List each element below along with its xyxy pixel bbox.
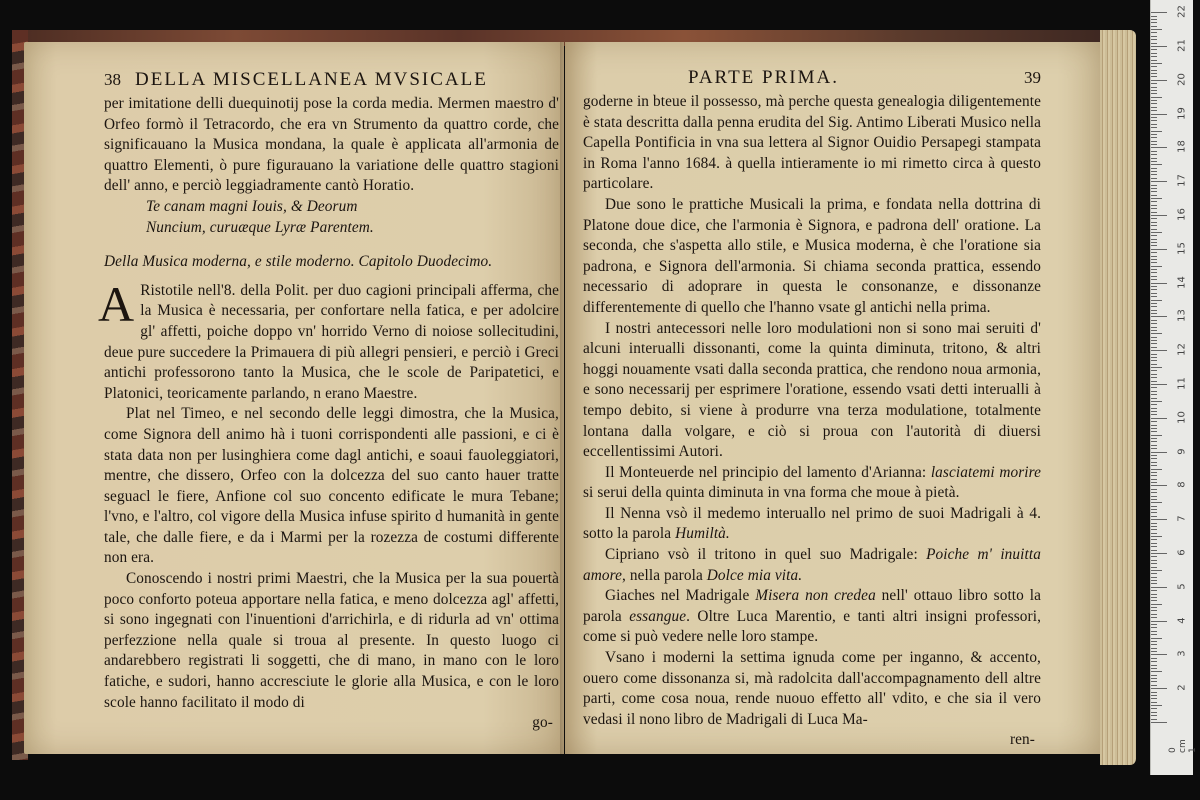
- ruler-tick: [1151, 512, 1157, 513]
- ruler-tick: [1151, 137, 1157, 138]
- ruler-tick: [1151, 103, 1157, 104]
- left-page-number: 38: [104, 70, 121, 89]
- ruler-mark-14: 14: [1176, 275, 1188, 289]
- left-paragraph-3: Plat nel Timeo, e nel secondo delle leggi dimostra, che la Musica, come Signora dell animo hà i tuoni corrispondenti alle passioni, e ci è stata data non per lusinghiera come dagl antichi, e soaui fauoleggiatori, mentre, che dissero, Orfeo con la dolcezza del suo canto hauer tratte seguacl le fiere, Anfione col suo concento edificate le mura Tebane; l'vno, e l'altro, col vigore della Musica infuse spirito d humanità in gente tale, che dalle fiere, e da i Marmi per la rozezza de costumi differente non era.: [104, 405, 559, 567]
- ruler-tick: [1151, 158, 1157, 159]
- ruler-tick: [1151, 394, 1157, 395]
- ruler-tick: [1151, 70, 1157, 71]
- ruler-tick: [1151, 381, 1157, 382]
- right-paragraph-2: Due sono le prattiche Musicali la prima, e fondata nella dottrina di Platone doue dice, che l'armonia è Signora, e padrona dell' oratione. La seconda, che s'aspetta allo stile, e Musica moderna, è che l'oratione sia padrona, e Signora dell'armonia. Si chiama seconda prattica, essendo necessario di adoprare in questa le consonanze, e dissonanze differentemente di quello che l'hanno vsate gl antichi nella prima.: [583, 195, 1041, 316]
- ruler-tick: [1151, 438, 1157, 439]
- ruler-tick: [1151, 181, 1167, 182]
- ruler-tick: [1151, 404, 1157, 405]
- ruler-tick: [1151, 502, 1162, 503]
- left-paragraph-2: [98, 275, 559, 405]
- ruler-mark-5: 5: [1176, 583, 1188, 590]
- ruler-mark-20: 20: [1176, 72, 1188, 86]
- ruler-tick: [1151, 577, 1157, 578]
- ruler-tick: [1151, 350, 1167, 351]
- ruler-tick: [1151, 195, 1157, 196]
- ruler-tick: [1151, 627, 1157, 628]
- ruler-tick: [1151, 212, 1157, 213]
- ruler-tick: [1151, 87, 1157, 88]
- ruler-tick: [1151, 262, 1157, 263]
- ruler-tick: [1151, 719, 1157, 720]
- ruler-tick: [1151, 553, 1167, 554]
- right-page: [565, 42, 1100, 754]
- ruler-tick: [1151, 722, 1167, 723]
- ruler-mark-18: 18: [1176, 140, 1188, 154]
- ruler-tick: [1151, 32, 1157, 33]
- ruler-tick: [1151, 147, 1167, 148]
- horace-verse-line-1: Te canam magni Iouis, & Deorum: [146, 197, 358, 215]
- ruler-tick: [1151, 327, 1157, 328]
- ruler-tick: [1151, 556, 1157, 557]
- ruler-tick: [1151, 610, 1157, 611]
- left-paragraph-1: per imitatione delli duequinotij pose la corda media. Mermen maestro d' Orfeo formò il Tetracordo, che era vn Strumento da quattro corde, che significauano la Musica mondana, la quale è applicata all'armonia de quattro Elementi, ò pure figurauano la variatione delle quattro stagioni dell' anno, e perciò leggiadramente cantò Horatio.: [104, 95, 559, 195]
- monteverde-quote: lasciatemi morire: [930, 463, 1041, 481]
- ruler-tick: [1151, 648, 1157, 649]
- ruler-tick: [1151, 607, 1157, 608]
- ruler-tick: [1151, 546, 1157, 547]
- ruler-tick: [1151, 509, 1157, 510]
- ruler-mark-22: 22: [1176, 5, 1188, 19]
- ruler-tick: [1151, 445, 1157, 446]
- ruler-tick: [1151, 441, 1157, 442]
- ruler-tick: [1151, 66, 1157, 67]
- ruler-tick: [1151, 414, 1157, 415]
- ruler-tick: [1151, 272, 1157, 273]
- ruler-mark-2: 2: [1176, 684, 1188, 691]
- left-running-head: [104, 70, 559, 94]
- ruler-tick: [1151, 563, 1157, 564]
- giaches-text: Giaches nel Madrigale: [605, 587, 756, 605]
- ruler-tick: [1151, 174, 1157, 175]
- ruler-tick: [1151, 205, 1157, 206]
- ruler-tick: [1151, 516, 1157, 517]
- ruler-tick: [1151, 161, 1157, 162]
- ruler-tick: [1151, 313, 1157, 314]
- ruler-tick: [1151, 303, 1157, 304]
- ruler-tick: [1151, 266, 1162, 267]
- ruler-tick: [1151, 83, 1157, 84]
- ruler-tick: [1151, 594, 1157, 595]
- ruler-tick: [1151, 536, 1162, 537]
- ruler-tick: [1151, 600, 1157, 601]
- ruler-tick: [1151, 306, 1157, 307]
- ruler-tick: [1151, 458, 1157, 459]
- giaches-paragraph: [583, 586, 1041, 648]
- ruler-tick: [1151, 188, 1157, 189]
- ruler-tick: [1151, 370, 1157, 371]
- cipriano-paragraph: [583, 545, 1041, 586]
- ruler-tick: [1151, 364, 1157, 365]
- right-catchword: ren-: [1009, 731, 1035, 749]
- ruler-tick: [1151, 93, 1157, 94]
- ruler-tick: [1151, 702, 1157, 703]
- giaches-text-end: . Oltre Luca Marentio, e tanti altri insigni professori, come si può vedere nelle loro stampe.: [583, 607, 1042, 646]
- left-catchword: go-: [532, 714, 553, 732]
- ruler-tick: [1151, 354, 1157, 355]
- ruler-tick: [1151, 283, 1167, 284]
- ruler-tick: [1151, 164, 1162, 165]
- ruler-tick: [1151, 26, 1157, 27]
- ruler-tick: [1151, 638, 1162, 639]
- ruler-tick: [1151, 60, 1157, 61]
- ruler-tick: [1151, 110, 1157, 111]
- ruler-mark-9: 9: [1176, 447, 1188, 455]
- ruler-tick: [1151, 117, 1157, 118]
- ruler-tick: [1151, 259, 1157, 260]
- ruler-tick: [1151, 398, 1157, 399]
- horace-verse-line-2: Nuncium, curuæque Lyræ Parentem.: [146, 218, 374, 236]
- ruler-tick: [1151, 604, 1162, 605]
- ruler-tick: [1151, 56, 1157, 57]
- ruler-tick: [1151, 100, 1157, 101]
- cipriano-madrigal-title: Poiche m' inuitta amore: [583, 546, 1041, 584]
- drop-cap-letter: A: [98, 275, 135, 332]
- ruler-tick: [1151, 401, 1162, 402]
- ruler-tick: [1151, 191, 1157, 192]
- ruler-tick: [1151, 293, 1157, 294]
- ruler-tick: [1151, 526, 1157, 527]
- ruler-tick: [1151, 631, 1157, 632]
- ruler-tick: [1151, 482, 1157, 483]
- nenna-quote: Humiltà.: [675, 525, 730, 543]
- ruler-mark-11: 11: [1176, 377, 1188, 390]
- ruler-tick: [1151, 431, 1157, 432]
- ruler-tick: [1151, 320, 1157, 321]
- ruler-tick: [1151, 276, 1157, 277]
- ruler-tick: [1151, 229, 1157, 230]
- ruler-tick: [1151, 523, 1157, 524]
- open-book: [12, 30, 1137, 765]
- ruler-tick: [1151, 154, 1157, 155]
- ruler-tick: [1151, 654, 1167, 655]
- ruler-tick: [1151, 222, 1157, 223]
- ruler-tick: [1151, 124, 1157, 125]
- chapter-title: Della Musica moderna, e stile moderno. Capitolo Duodecimo.: [104, 253, 493, 271]
- ruler-tick: [1151, 475, 1157, 476]
- ruler-tick: [1151, 489, 1157, 490]
- ruler-tick: [1151, 391, 1157, 392]
- ruler-mark-12: 12: [1176, 343, 1188, 357]
- ruler-tick: [1151, 634, 1157, 635]
- ruler-tick: [1151, 529, 1157, 530]
- monteverde-text-end: si serui della quinta diminuta in vna forma che moue à pietà.: [583, 484, 960, 502]
- ruler-tick: [1151, 573, 1157, 574]
- ruler-tick: [1151, 367, 1162, 368]
- ruler-tick: [1151, 235, 1157, 236]
- ruler-tick: [1151, 408, 1157, 409]
- ruler-tick: [1151, 567, 1157, 568]
- ruler-tick: [1151, 580, 1157, 581]
- ruler-mark-3: 3: [1176, 650, 1188, 658]
- ruler-tick: [1151, 49, 1157, 50]
- ruler-tick: [1151, 208, 1157, 209]
- ruler-tick: [1151, 215, 1167, 216]
- left-paragraph-2-text: Ristotile nell'8. della Polit. per duo cagioni principali afferma, che la Musica è necessaria, per confortare nella fatica, e per adolcire gl' affetti, poiche doppo vn' horrido Verno di noiose sollecitudini, deue pure succedere la Primauera di più allegri pensieri, e perciò i Greci antichi professorono tanto la Musica, che le scole de Paripatetici, e Platonici, teoricamente parlando, n erano Maestre.: [104, 281, 559, 402]
- ruler-tick: [1151, 695, 1157, 696]
- ruler-mark-6: 6: [1176, 549, 1188, 556]
- ruler-tick: [1151, 80, 1167, 81]
- ruler-tick: [1151, 323, 1157, 324]
- ruler-tick: [1151, 19, 1157, 20]
- ruler-tick: [1151, 141, 1157, 142]
- ruler-tick: [1151, 499, 1157, 500]
- ruler-tick: [1151, 218, 1157, 219]
- left-page: [24, 42, 564, 754]
- ruler-tick: [1151, 22, 1157, 23]
- ruler-tick: [1151, 624, 1157, 625]
- ruler-tick: [1151, 114, 1167, 115]
- right-paragraph-1: goderne in bteue il possesso, mà perche questa genealogia diligentemente è stata descritta dalla penna erudita del Sig. Antimo Liberati Musico nella Capella Pontificia in vna sua lettera al Signor Ouidio Persapegi stampata in Roma l'anno 1684. à quella intieramente io mi rimetto circa à questo particolare.: [583, 93, 1041, 193]
- ruler-tick: [1151, 506, 1157, 507]
- ruler-tick: [1151, 43, 1157, 44]
- ruler-tick: [1151, 496, 1157, 497]
- ruler-tick: [1151, 330, 1157, 331]
- ruler-tick: [1151, 665, 1157, 666]
- ruler-tick: [1151, 560, 1157, 561]
- ruler-tick: [1151, 698, 1157, 699]
- ruler-tick: [1151, 296, 1157, 297]
- ruler-tick: [1151, 242, 1157, 243]
- ruler-tick: [1151, 256, 1157, 257]
- ruler-mark-13: 13: [1176, 309, 1188, 323]
- ruler-tick: [1151, 300, 1162, 301]
- ruler-tick: [1151, 421, 1157, 422]
- ruler-tick: [1151, 73, 1157, 74]
- monteverde-text: Il Monteuerde nel principio del lamento d'Arianna:: [605, 463, 931, 481]
- ruler-tick: [1151, 134, 1157, 135]
- ruler-mark-19: 19: [1176, 106, 1188, 120]
- ruler-tick: [1151, 232, 1162, 233]
- ruler-tick: [1151, 337, 1157, 338]
- ruler-tick: [1151, 198, 1162, 199]
- ruler-tick: [1151, 374, 1157, 375]
- measurement-ruler: [1150, 0, 1198, 775]
- ruler-unit-label: 0 cm 1: [1168, 739, 1198, 753]
- right-running-head: [583, 68, 1041, 92]
- ruler-tick: [1151, 90, 1157, 91]
- ruler-tick: [1151, 692, 1157, 693]
- ruler-mark-4: 4: [1176, 616, 1188, 624]
- ruler-tick: [1151, 465, 1157, 466]
- ruler-tick: [1151, 46, 1167, 47]
- ruler-tick: [1151, 583, 1157, 584]
- ruler-tick: [1151, 455, 1157, 456]
- right-page-number: 39: [1024, 68, 1041, 87]
- ruler-tick: [1151, 347, 1157, 348]
- ruler-tick: [1151, 462, 1157, 463]
- ruler-tick: [1151, 185, 1157, 186]
- giaches-madrigal-title: Misera non credea: [755, 587, 876, 605]
- right-paragraph-3: I nostri antecessori nelle loro modulationi non si sono mai seruiti d' alcuni interualli dissonanti, come la quinta diminuta, tritono, & altri hoggi nouamente vsati dalla seconda prattica, che rendono noua armonia, e sono necessarij per esprimere l'oratione, essendo vsati detti interualli à tempo debito, si viene à produrre vna terza modulatione, totalmente lontana dalla volgare, e ciò si proua con l'autorità di diuersi eccellentissimi Autori.: [583, 319, 1041, 461]
- ruler-tick: [1151, 485, 1167, 486]
- giaches-quote: essangue: [629, 607, 687, 625]
- ruler-tick: [1151, 178, 1157, 179]
- ruler-tick: [1151, 411, 1157, 412]
- ruler-tick: [1151, 249, 1167, 250]
- ruler-mark-8: 8: [1176, 481, 1188, 489]
- ruler-tick: [1151, 448, 1157, 449]
- ruler-tick: [1151, 678, 1157, 679]
- giaches-text-mid: nell' ottauo libro sotto la parola: [583, 587, 1041, 625]
- ruler-tick: [1151, 151, 1157, 152]
- cipriano-quote: Dolce mia vita.: [706, 566, 803, 584]
- ruler-tick: [1151, 97, 1162, 98]
- ruler-tick: [1151, 289, 1157, 290]
- ruler-tick: [1151, 53, 1157, 54]
- ruler-tick: [1151, 168, 1157, 169]
- ruler-tick: [1151, 621, 1167, 622]
- nenna-text: Il Nenna vsò il medemo interuallo nel primo de suoi Madrigali à 4. sotto la parola: [583, 504, 1041, 543]
- ruler-tick: [1151, 651, 1157, 652]
- ruler-tick: [1151, 340, 1157, 341]
- ruler-tick: [1151, 333, 1162, 334]
- ruler-tick: [1151, 12, 1167, 13]
- ruler-tick: [1151, 644, 1157, 645]
- ruler-tick: [1151, 570, 1162, 571]
- ruler-tick: [1151, 428, 1157, 429]
- ruler-tick: [1151, 127, 1157, 128]
- ruler-tick: [1151, 435, 1162, 436]
- ruler-mark-17: 17: [1176, 174, 1188, 188]
- ruler-tick: [1151, 479, 1157, 480]
- ruler-tick: [1151, 671, 1162, 672]
- ruler-mark-10: 10: [1176, 410, 1188, 424]
- ruler-tick: [1151, 472, 1157, 473]
- ruler-tick: [1151, 708, 1157, 709]
- ruler-tick: [1151, 360, 1157, 361]
- ruler-tick: [1151, 492, 1157, 493]
- ruler-tick: [1151, 357, 1157, 358]
- ruler-tick: [1151, 343, 1157, 344]
- ruler-mark-21: 21: [1176, 39, 1188, 52]
- ruler-tick: [1151, 519, 1167, 520]
- ruler-tick: [1151, 688, 1167, 689]
- ruler-tick: [1151, 587, 1167, 588]
- ruler-tick: [1151, 533, 1157, 534]
- ruler-mark-15: 15: [1176, 241, 1188, 255]
- ruler-tick: [1151, 590, 1157, 591]
- ruler-tick: [1151, 286, 1157, 287]
- ruler-tick: [1151, 144, 1157, 145]
- ruler-tick: [1151, 377, 1157, 378]
- ruler-tick: [1151, 387, 1157, 388]
- ruler-tick: [1151, 661, 1157, 662]
- ruler-tick: [1151, 715, 1157, 716]
- cipriano-text: Cipriano vsò il tritono in quel suo Madrigale:: [605, 546, 927, 564]
- right-paragraph-last: Vsano i moderni la settima ignuda come per inganno, & accento, ouero come dissonanza si, mà radolcita dall'accompagnamento dell altre parti, come cosa noua, rende nuouo effetto all' vdito, e che sia il vero vedasi il nono libro de Madrigali di Luca Ma-: [583, 649, 1041, 728]
- ruler-tick: [1151, 675, 1157, 676]
- ruler-tick: [1151, 384, 1167, 385]
- ruler-tick: [1151, 76, 1157, 77]
- ruler-tick: [1151, 658, 1157, 659]
- right-running-title: PARTE PRIMA.: [688, 67, 839, 88]
- ruler-tick: [1151, 252, 1157, 253]
- ruler-tick: [1151, 120, 1157, 121]
- ruler-tick: [1151, 668, 1157, 669]
- ruler-tick: [1151, 279, 1157, 280]
- ruler-mark-16: 16: [1176, 208, 1188, 221]
- ruler-tick: [1151, 269, 1157, 270]
- ruler-tick: [1151, 617, 1157, 618]
- ruler-tick: [1151, 201, 1157, 202]
- ruler-tick: [1151, 316, 1167, 317]
- ruler-tick: [1151, 539, 1157, 540]
- ruler-tick: [1151, 469, 1162, 470]
- ruler-tick: [1151, 63, 1162, 64]
- ruler-tick: [1151, 641, 1157, 642]
- ruler-tick: [1151, 171, 1157, 172]
- ruler-tick: [1151, 452, 1167, 453]
- ruler-tick: [1151, 225, 1157, 226]
- ruler-tick: [1151, 245, 1157, 246]
- ruler-tick: [1151, 597, 1157, 598]
- left-paragraph-4: Conoscendo i nostri primi Maestri, che la Musica per la sua pouertà poco conforto poteua apportare nella fatica, e meno dolcezza agl' affetti, si sono ingegnati con l'inuentioni d'arrichirla, e di ridurla ad vn' ottima perfezzione nella quale si troua al presente. In questo luogo ci andarebbero registrati li soggetti, che di mano, in mano con le loro fatiche, e sudori, hanno accresciute le glorie alla Musica, e con le loro scole hanno facilitato il modo di: [104, 570, 559, 711]
- ruler-tick: [1151, 614, 1157, 615]
- ruler-tick: [1151, 16, 1157, 17]
- ruler-tick: [1151, 685, 1157, 686]
- ruler-mark-7: 7: [1176, 515, 1188, 522]
- ruler-tick: [1151, 107, 1157, 108]
- ruler-tick: [1151, 418, 1167, 419]
- ruler-tick: [1151, 310, 1157, 311]
- cipriano-text-mid: , nella parola: [622, 566, 707, 584]
- ruler-tick: [1151, 39, 1157, 40]
- ruler-tick: [1151, 36, 1157, 37]
- nenna-paragraph: [583, 504, 1041, 545]
- ruler-tick: [1151, 425, 1157, 426]
- monteverde-paragraph: [583, 463, 1041, 504]
- ruler-tick: [1151, 29, 1162, 30]
- ruler-tick: [1151, 543, 1157, 544]
- ruler-tick: [1151, 712, 1157, 713]
- ruler-tick: [1151, 131, 1162, 132]
- ruler-tick: [1151, 681, 1157, 682]
- ruler-tick: [1151, 550, 1157, 551]
- ruler-tick: [1151, 705, 1162, 706]
- book-fore-edge: [1100, 30, 1136, 765]
- ruler-tick: [1151, 239, 1157, 240]
- left-running-title: DELLA MISCELLANEA MVSICALE: [135, 69, 488, 90]
